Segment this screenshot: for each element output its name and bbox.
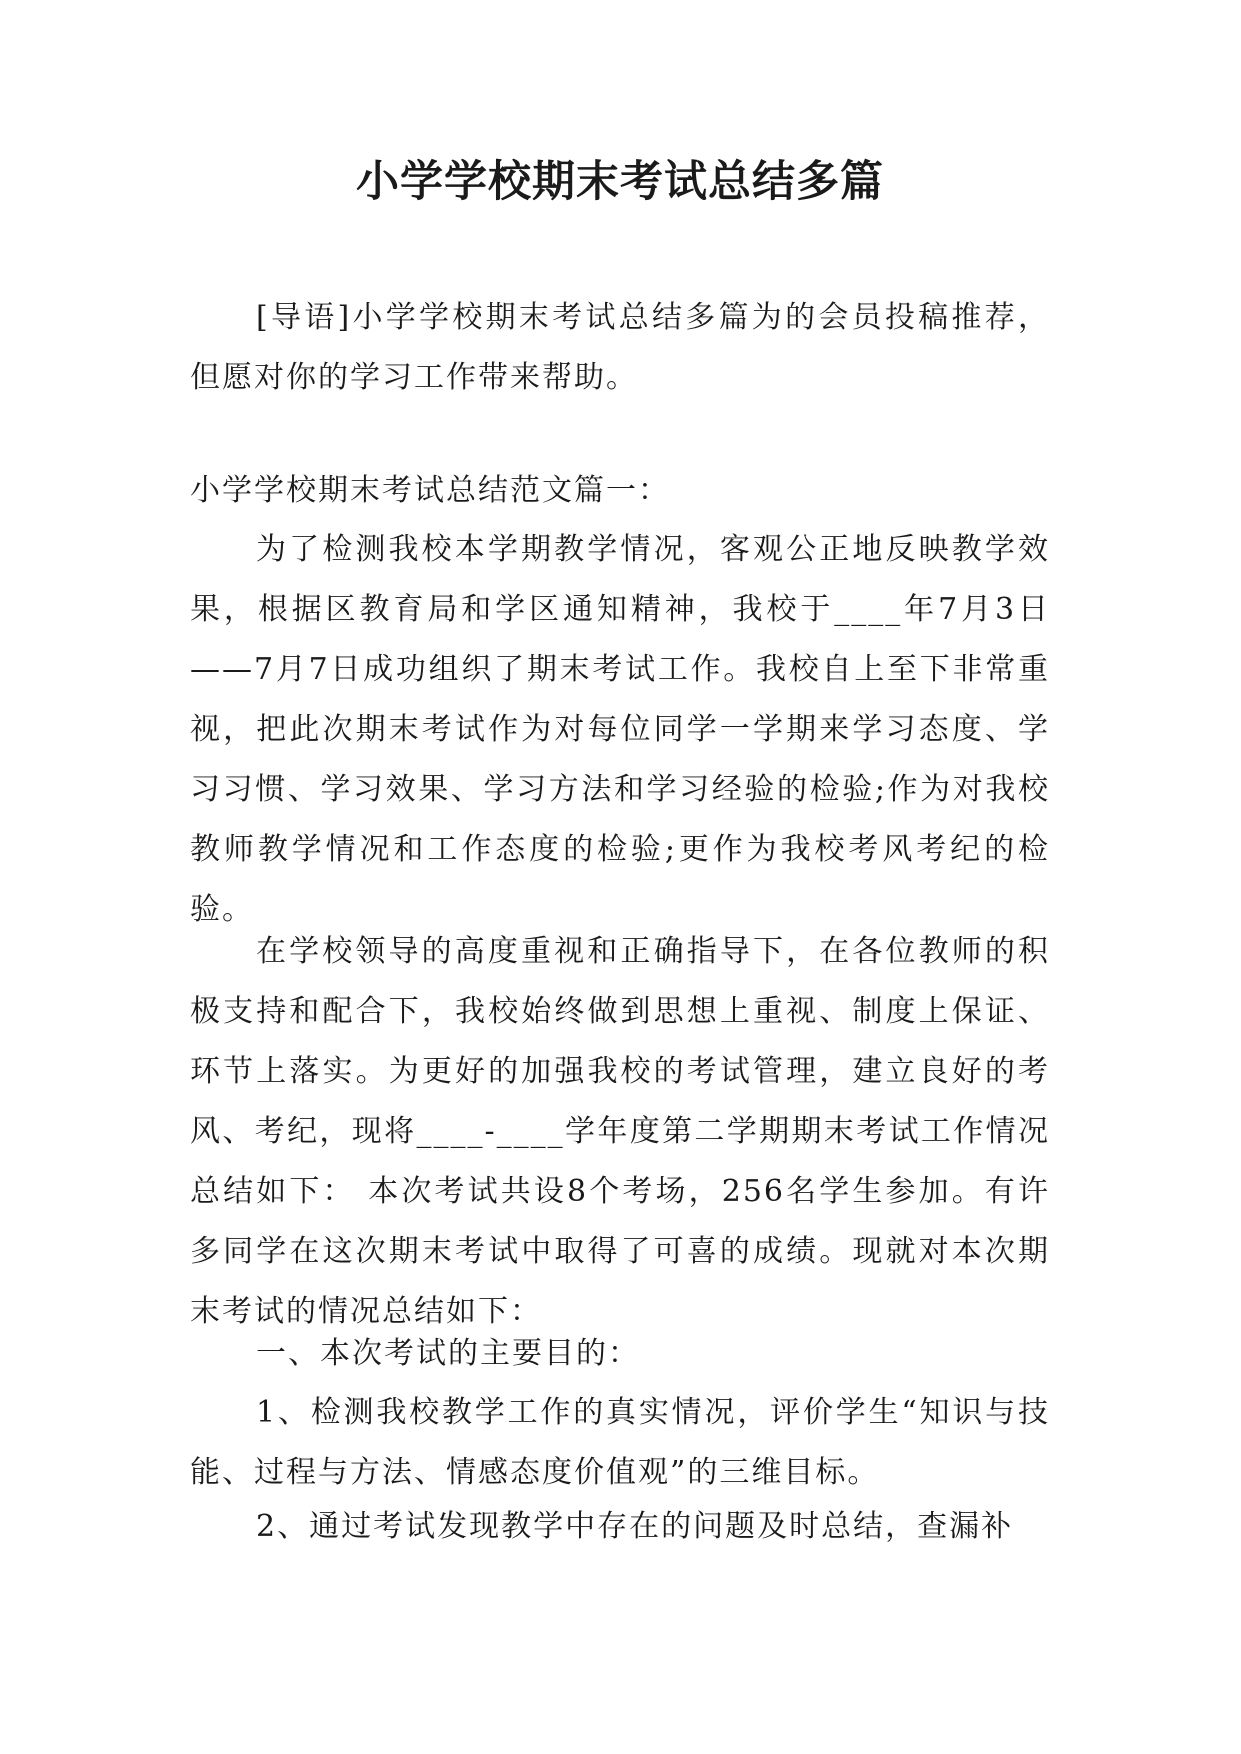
section-heading: 小学学校期末考试总结范文篇一： <box>190 473 670 508</box>
body-paragraph-2: 在学校领导的高度重视和正确指导下，在各位教师的积极支持和配合下，我校始终做到思想上重视、制度上保证、环节上落实。为更好的加强我校的考试管理，建立良好的考风、考纪，现将____-____学年度第二学期期末考试工作情况总结如下： 本次考试共设8个考场，256名学生参加。有许多同学在这次期末考试中取得了可喜的成绩。现就对本次期末考试的情况总结如下： <box>190 934 1050 1329</box>
list-item-2: 2、通过考试发现教学中存在的问题及时总结，查漏补 <box>256 1509 1014 1544</box>
subsection-heading: 一、本次考试的主要目的： <box>256 1336 640 1371</box>
document-title: 小学学校期末考试总结多篇 <box>356 157 884 207</box>
list-item-1: 1、检测我校教学工作的真实情况，评价学生“知识与技能、过程与方法、情感态度价值观”的三维目标。 <box>190 1395 1050 1490</box>
intro-paragraph: [导语]小学学校期末考试总结多篇为的会员投稿推荐，但愿对你的学习工作带来帮助。 <box>190 300 1050 395</box>
body-paragraph-1: 为了检测我校本学期教学情况，客观公正地反映教学效果，根据区教育局和学区通知精神，我校于____年7月3日——7月7日成功组织了期末考试工作。我校自上至下非常重视，把此次期末考试作为对每位同学一学期来学习态度、学习习惯、学习效果、学习方法和学习经验的检验;作为对我校教师教学情况和工作态度的检验;更作为我校考风考纪的检验。 <box>190 532 1050 927</box>
